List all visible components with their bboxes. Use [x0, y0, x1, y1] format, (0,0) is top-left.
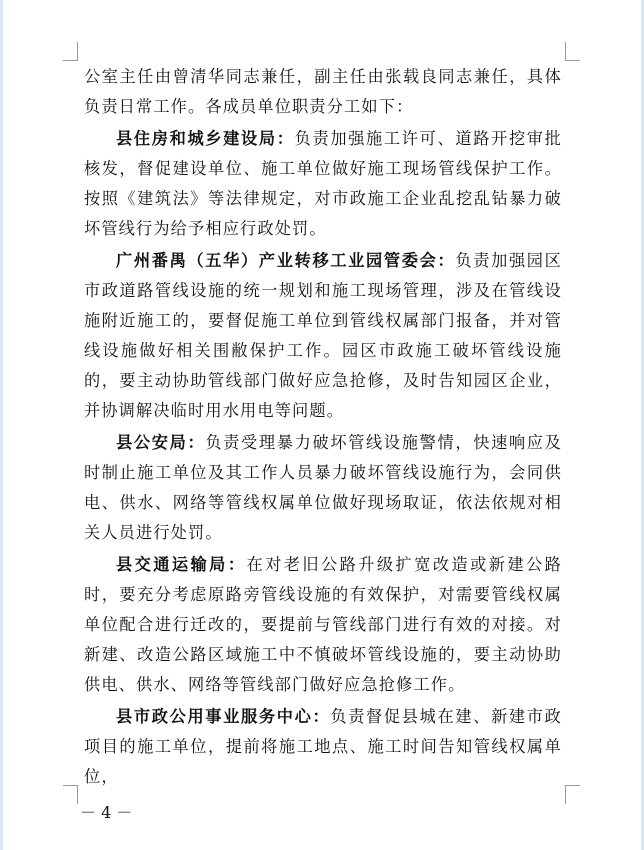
- paragraph-transport-bureau: [84, 550, 562, 700]
- paragraph-lead: 县公安局：: [116, 433, 206, 452]
- paragraph-lead: 广州番禺（五华）产业转移工业园管委会：: [116, 251, 456, 270]
- document-body: [84, 62, 562, 794]
- paragraph-text: 负责加强园区市政道路管线设施的统一规划和施工现场管理，涉及在管线设施附近施工的，要督促施工单位到管线权属部门报备，并对管线设施做好相关围敝保护工作。园区市政施工破坏管线设施的，要主动协助管线部门做好应急抢修，及时告知园区企业，并协调解决临时用水用电等问题。: [84, 251, 562, 420]
- paragraph-continuation: [84, 62, 562, 122]
- paragraph-text: 在对老旧公路升级扩宽改造或新建公路时，要充分考虑原路旁管线设施的有效保护，对需要管线权属单位配合进行迁改的，要提前与管线部门进行有效的对接。对新建、改造公路区域施工中不慎破坏管线设施的，要主动协助供电、供水、网络等管线部门做好应急抢修工作。: [84, 555, 562, 694]
- paragraph-text: 负责督促县城在建、新建市政项目的施工单位，提前将施工地点、施工时间告知管线权属单位，: [84, 707, 562, 786]
- paragraph-text: 公室主任由曾清华同志兼任，副主任由张载良同志兼任，具体负责日常工作。各成员单位职责分工如下：: [84, 67, 562, 116]
- paragraph-municipal-service-center: [84, 702, 562, 792]
- crop-mark-bottom-left: [63, 785, 78, 804]
- paragraph-lead: 县交通运输局：: [116, 555, 247, 574]
- paragraph-industrial-park: [84, 246, 562, 426]
- paragraph-text: 负责加强施工许可、道路开挖审批核发，督促建设单位、施工单位做好施工现场管线保护工作。按照《建筑法》等法律规定，对市政施工企业乱挖乱钻暴力破坏管线行为给予相应行政处罚。: [84, 129, 562, 238]
- paragraph-public-security: [84, 428, 562, 548]
- crop-mark-top-right: [565, 42, 580, 61]
- page-left-margin-bar: [0, 0, 3, 850]
- paragraph-text: 负责受理暴力破坏管线设施警情，快速响应及时制止施工单位及其工作人员暴力破坏管线设施行为，会同供电、供水、网络等管线权属单位做好现场取证，依法依规对相关人员进行处罚。: [84, 433, 563, 542]
- paragraph-housing-bureau: [84, 124, 562, 244]
- page-number: － 4 －: [80, 803, 133, 822]
- crop-mark-bottom-right: [565, 785, 580, 804]
- paragraph-lead: 县市政公用事业服务中心：: [116, 707, 331, 726]
- paragraph-lead: 县住房和城乡建设局：: [116, 129, 295, 148]
- crop-mark-top-left: [63, 42, 78, 61]
